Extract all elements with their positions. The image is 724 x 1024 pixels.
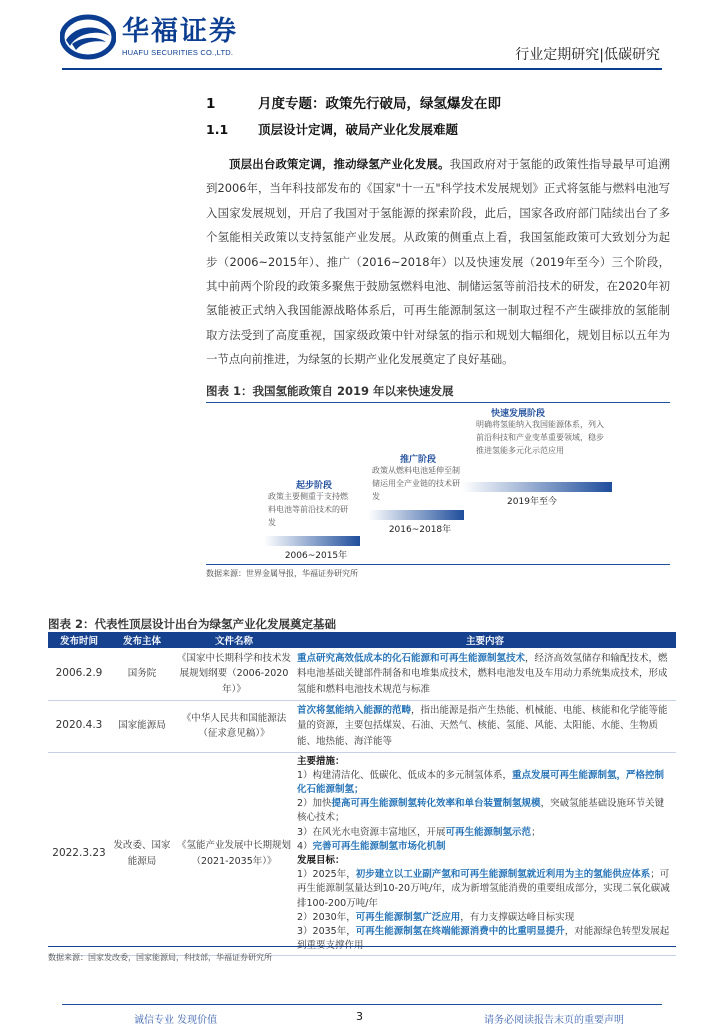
row-org: 国家能源局 xyxy=(110,700,174,752)
table-row xyxy=(48,648,676,700)
figure-1-bottom-rule xyxy=(206,564,670,565)
content-highlight: 首次将氢能纳入能源的范畴 xyxy=(297,704,412,716)
figure-2-title: 图表 2：代表性顶层设计出台为绿氢产业化发展奠定基础 xyxy=(48,617,337,631)
figure-1-source: 数据来源：世界金属导报，华福证券研究所 xyxy=(206,569,358,578)
footer-slogan: 诚信专业 发现价值 xyxy=(134,1015,218,1024)
row-org: 发改委、国家能源局 xyxy=(110,752,174,956)
section-1-1-heading xyxy=(206,120,458,138)
stage-2-bar xyxy=(368,510,464,520)
stage-3-bar xyxy=(462,482,612,492)
content-text: ，指出能源是指产生热能、机械能、电能、核能和化学能等能量的资源，主要包括煤炭、石油、天然气、核能、氢能、风能、太阳能、水能、生物质能、地热能、海洋能等 xyxy=(297,704,668,747)
goal-1: 1）2025年，初步建立以工业副产氢和可再生能源制氢就近利用为主的氢能供应体系；可再生能源制氢量达到10-20万吨/年，成为新增氢能消费的重要组成部分，实现二氧化碳减排100-200万吨/年 xyxy=(297,869,670,909)
logo-emblem-icon xyxy=(60,14,116,60)
content-text: ，经济高效氢储存和输配技术，燃料电池基础关键部件制备和电堆集成技术，燃料电池发电及车用动力系统集成技术，形成氢能和燃料电池技术规范与标准 xyxy=(297,652,668,695)
measure-4: 4）完善可再生能源制氢市场化机制 xyxy=(297,840,446,852)
section-1-1-number: 1.1 xyxy=(206,122,229,137)
stage-3-name: 快速发展阶段 xyxy=(490,409,545,419)
col-header-org: 发布主体 xyxy=(110,632,174,648)
table-row xyxy=(48,752,676,956)
table-row xyxy=(48,700,676,752)
header-divider xyxy=(62,68,662,70)
section-1-number: 1 xyxy=(206,96,216,112)
page-number: 3 xyxy=(356,1010,363,1023)
stage-1-name: 起步阶段 xyxy=(295,481,332,491)
table-bottom-rule xyxy=(48,946,676,947)
row-content xyxy=(294,648,676,700)
measures-label: 主要措施： xyxy=(297,755,345,767)
table-header-row xyxy=(48,632,676,648)
row-date: 2022.3.23 xyxy=(48,752,110,956)
row-file: 《氢能产业发展中长期规划（2021-2035年）》 xyxy=(174,752,294,956)
logo-english-name: HUAFU SECURITIES CO.,LTD. xyxy=(122,48,234,57)
figure-1-top-rule xyxy=(206,402,670,403)
measure-3: 3）在风光水电资源丰富地区，开展可再生能源制氢示范； xyxy=(297,826,541,838)
measure-2: 2）加快提高可再生能源制氢转化效率和单台装置制氢规模，突破氢能基础设施环节关键核心技术； xyxy=(297,798,665,824)
stage-3-desc: 明确将氢能纳入我国能源体系，列入前沿科技和产业变革重要领域，稳步推进氢能多元化示范应用 xyxy=(476,420,604,455)
col-header-file: 文件名称 xyxy=(174,632,294,648)
row-date: 2020.4.3 xyxy=(48,700,110,752)
content-highlight: 重点研究高效低成本的化石能源和可再生能源制氢技术 xyxy=(297,652,526,664)
stage-2-period: 2016~2018年 xyxy=(388,525,452,535)
stage-1-desc: 政策主要侧重于支持燃料电池等前沿技术的研发 xyxy=(268,492,348,527)
figure-2-source: 数据来源：国家发改委，国家能源局，科技部，华福证券研究所 xyxy=(48,953,272,962)
stage-3-period: 2019年至今 xyxy=(507,497,557,507)
row-org: 国务院 xyxy=(110,648,174,700)
body-paragraph xyxy=(206,152,670,372)
section-1-1-title: 顶层设计定调，破局产业化发展难题 xyxy=(258,122,459,137)
goal-2: 2）2030年，可再生能源制氢广泛应用，有力支撑碳达峰目标实现 xyxy=(297,911,575,923)
goals-label: 发展目标： xyxy=(297,854,345,866)
section-1-heading xyxy=(206,92,501,112)
paragraph-body: 我国政府对于氢能的政策性指导最早可追溯到2006年，当年科技部发布的《国家"十一五"科学技术发展规划》正式将氢能与燃料电池写入国家发展规划，开启了我国对于氢能源的探索阶段，此后，国家各政府部门陆续出台了多个氢能相关政策以支持氢能产业发展。从政策的侧重点上看，我国氢能政策可大致划分为起步（2006~2015年）、推广（2016~2018年）以及快速发展（2019年至今）三个阶段，其中前两个阶段的政策多聚焦于鼓励氢燃料电池、制储运氢等前沿技术的研发，在2020年初氢能被正式纳入我国能源战略体系后，可再生能源制氢这一制取过程不产生碳排放的氢能制取方法受到了高度重视，国家级政策中针对绿氢的指示和规划大幅细化，规划目标以五年为一节点向前推进，为绿氢的长期产业化发展奠定了良好基础。 xyxy=(206,157,670,367)
footer-divider xyxy=(62,1004,662,1005)
footer-disclaimer: 请务必阅读报告末页的重要声明 xyxy=(484,1015,624,1024)
row-file: 《中华人民共和国能源法（征求意见稿）》 xyxy=(174,700,294,752)
section-1-title: 月度专题：政策先行破局，绿氢爆发在即 xyxy=(258,96,501,112)
paragraph-lead: 顶层出台政策定调，推动绿氢产业化发展。 xyxy=(229,157,450,171)
stage-2-desc: 政策从燃料电池延伸至制储运用全产业链的技术研发 xyxy=(372,466,460,501)
measure-1: 1）构建清洁化、低碳化、低成本的多元制氢体系，重点发展可再生能源制氢，严格控制化石能源制氢； xyxy=(297,769,665,795)
stage-1-period: 2006~2015年 xyxy=(284,551,348,561)
stage-1-bar xyxy=(264,536,360,546)
report-type: 行业定期研究|低碳研究 xyxy=(515,47,660,63)
col-header-date: 发布时间 xyxy=(48,632,110,648)
policy-table xyxy=(48,632,676,956)
row-date: 2006.2.9 xyxy=(48,648,110,700)
figure-1-title: 图表 1：我国氢能政策自 2019 年以来快速发展 xyxy=(206,384,454,398)
policy-stage-diagram xyxy=(206,404,670,564)
goal-3: 3）2035年，可再生能源制氢在终端能源消费中的比重明显提升，对能源绿色转型发展起 xyxy=(297,925,670,937)
row-content xyxy=(294,752,676,956)
row-file: 《国家中长期科学和技术发展规划纲要（2006-2020年）》 xyxy=(174,648,294,700)
stage-2-name: 推广阶段 xyxy=(399,455,436,465)
logo-chinese-name: 华福证券 xyxy=(122,16,238,47)
col-header-content: 主要内容 xyxy=(294,632,676,648)
row-content xyxy=(294,700,676,752)
company-logo xyxy=(60,14,238,60)
